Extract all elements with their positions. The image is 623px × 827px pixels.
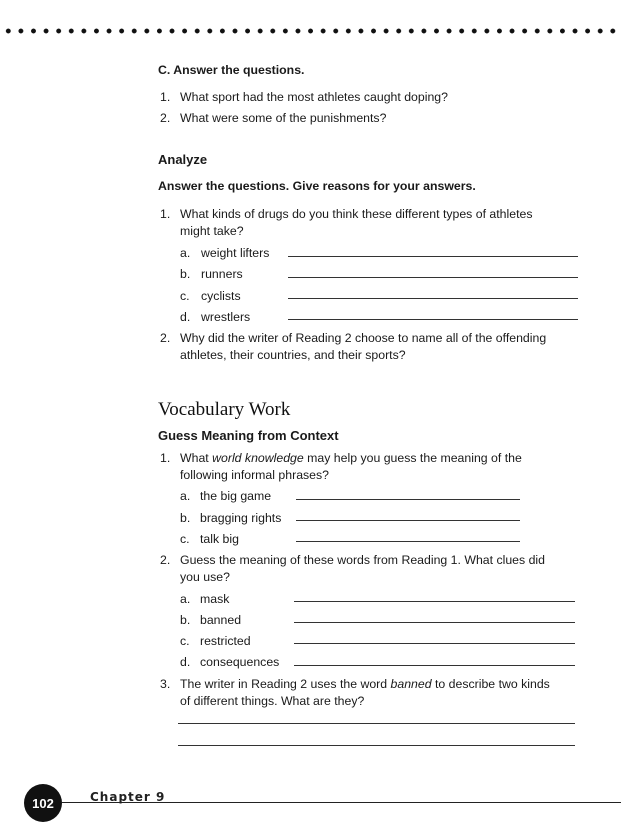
emphasis-world-knowledge: world knowledge bbox=[212, 451, 304, 465]
vocab-item-letter: a. bbox=[180, 489, 191, 503]
analyze-q1-line2: might take? bbox=[180, 224, 244, 238]
analyze-item-letter: d. bbox=[180, 310, 191, 324]
vocab-item-letter: c. bbox=[180, 532, 190, 546]
vocab-item-big-game: the big game bbox=[200, 489, 272, 503]
vocab-item-banned: banned bbox=[200, 613, 242, 627]
answer-line[interactable] bbox=[288, 319, 578, 320]
vocab-q3-number: 3. bbox=[160, 677, 171, 691]
footer-rule bbox=[62, 802, 621, 803]
vocab-q1-line1: What world knowledge may help you guess the meaning of the bbox=[180, 451, 522, 465]
vocab-item-mask: mask bbox=[200, 592, 230, 606]
vocab-item-letter: a. bbox=[180, 592, 191, 606]
analyze-q1-line1: What kinds of drugs do you think these different types of athletes bbox=[180, 207, 533, 221]
answer-line[interactable] bbox=[294, 622, 575, 623]
analyze-q1-number: 1. bbox=[160, 207, 171, 221]
analyze-q2-line2: athletes, their countries, and their sports? bbox=[180, 348, 406, 362]
analyze-item-wrestlers: wrestlers bbox=[201, 310, 251, 324]
chapter-label: Chapter 9 bbox=[90, 790, 166, 804]
vocab-q1-number: 1. bbox=[160, 451, 171, 465]
vocab-item-talk-big: talk big bbox=[200, 532, 239, 546]
vocab-q3-line1: The writer in Reading 2 uses the word banned to describe two kinds bbox=[180, 677, 550, 691]
vocab-item-letter: b. bbox=[180, 613, 191, 627]
vocab-item-consequences: consequences bbox=[200, 655, 280, 669]
vocabulary-subtitle: Guess Meaning from Context bbox=[158, 428, 339, 443]
analyze-instruction: Answer the questions. Give reasons for your answers. bbox=[158, 179, 476, 193]
answer-line[interactable] bbox=[288, 256, 578, 257]
dotted-border bbox=[2, 27, 621, 35]
answer-line[interactable] bbox=[178, 745, 575, 746]
vocabulary-work-title: Vocabulary Work bbox=[158, 399, 291, 420]
vocab-item-letter: c. bbox=[180, 634, 190, 648]
part-c-q1: What sport had the most athletes caught doping? bbox=[180, 90, 448, 104]
answer-line[interactable] bbox=[296, 499, 520, 500]
emphasis-banned: banned bbox=[390, 677, 432, 691]
vocab-item-letter: d. bbox=[180, 655, 191, 669]
answer-line[interactable] bbox=[288, 277, 578, 278]
analyze-item-letter: b. bbox=[180, 267, 191, 281]
analyze-item-cyclists: cyclists bbox=[201, 289, 241, 303]
answer-line[interactable] bbox=[294, 665, 575, 666]
analyze-item-runners: runners bbox=[201, 267, 243, 281]
part-c-q2: What were some of the punishments? bbox=[180, 111, 387, 125]
analyze-item-letter: c. bbox=[180, 289, 190, 303]
analyze-item-weight-lifters: weight lifters bbox=[201, 246, 270, 260]
answer-line[interactable] bbox=[296, 541, 520, 542]
answer-line[interactable] bbox=[294, 601, 575, 602]
vocab-q3-line2: of different things. What are they? bbox=[180, 694, 365, 708]
part-c-q2-number: 2. bbox=[160, 111, 171, 125]
vocab-q2-line1: Guess the meaning of these words from Reading 1. What clues did bbox=[180, 553, 545, 567]
answer-line[interactable] bbox=[296, 520, 520, 521]
vocab-item-bragging-rights: bragging rights bbox=[200, 511, 282, 525]
answer-line[interactable] bbox=[178, 723, 575, 724]
vocab-q2-line2: you use? bbox=[180, 570, 230, 584]
answer-line[interactable] bbox=[288, 298, 578, 299]
analyze-q2-number: 2. bbox=[160, 331, 171, 345]
vocab-item-restricted: restricted bbox=[200, 634, 251, 648]
part-c-heading: C. Answer the questions. bbox=[158, 63, 305, 77]
vocab-q2-number: 2. bbox=[160, 553, 171, 567]
vocab-item-letter: b. bbox=[180, 511, 191, 525]
analyze-item-letter: a. bbox=[180, 246, 191, 260]
answer-line[interactable] bbox=[294, 643, 575, 644]
analyze-title: Analyze bbox=[158, 152, 208, 167]
analyze-q2-line1: Why did the writer of Reading 2 choose to name all of the offending bbox=[180, 331, 547, 345]
part-c-q1-number: 1. bbox=[160, 90, 171, 104]
vocab-q1-line2: following informal phrases? bbox=[180, 468, 330, 482]
page-number-badge: 102 bbox=[24, 784, 62, 822]
